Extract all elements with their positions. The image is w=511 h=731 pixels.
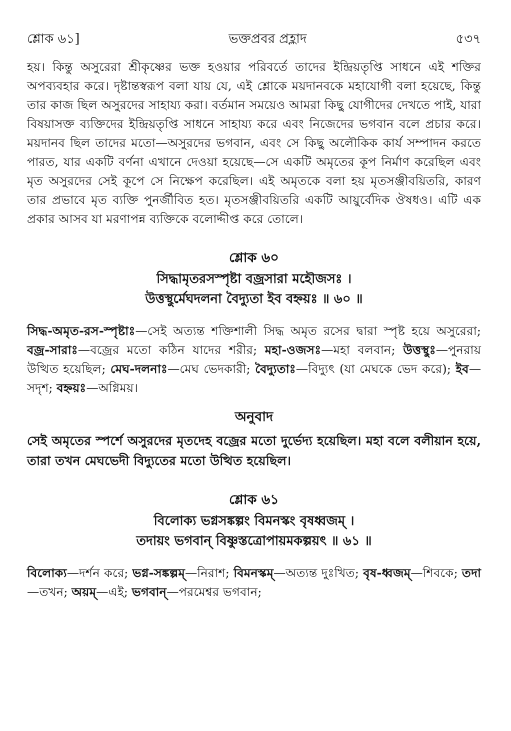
word-item: সিদ্ধ-অমৃত-রস-স্পৃষ্টাঃ—সেই অত্যন্ত শক্তিশালী সিদ্ধ অমৃত রসের দ্বারা স্পৃষ্ট হয়ে অসুরেরা; <box>27 324 481 338</box>
verse-60-line-1: সিদ্ধামৃতরসস্পৃষ্টা বজ্রসারা মহৌজসঃ । <box>156 272 352 287</box>
verse-61-line-2: তদায়ং ভগবান্ বিষ্ণুস্তত্রোপায়মকল্পয়ৎ ॥ ৬১ ॥ <box>136 534 372 549</box>
page-number: ৫৩৭ <box>455 32 481 47</box>
translation-title: অনুবাদ <box>234 409 274 425</box>
word-item: বিলোক্য—দর্শন করে; <box>27 566 133 580</box>
word-item: ভগবান্—পরমেশ্বর ভগবান; <box>131 585 262 599</box>
verse-61-title: শ্লোক ৬১ <box>229 492 279 508</box>
word-item: ভগ্ন-সঙ্কল্পম্—নিরাশ; <box>132 566 234 580</box>
header-chapter-title: ভক্তপ্রবর প্রহ্লাদ <box>228 32 307 47</box>
verse-61-word-meanings <box>27 564 481 602</box>
word-item: মহা-ওজসঃ—মহা বলবান; <box>264 343 404 357</box>
word-item: বজ্র-সারাঃ—বজ্রের মতো কঠিন যাদের শরীর; <box>27 343 265 357</box>
verse-60-line-2: উত্তস্থুর্মেঘদলনা বৈদ্যুতা ইব বহ্নয়ঃ ॥ ৬০ ॥ <box>145 292 363 307</box>
word-item: উত্তস্থুঃ—পুনরায় উত্থিত হয়েছিল; <box>27 343 481 376</box>
verse-60-title: শ্লোক ৬০ <box>229 250 279 266</box>
word-item: বৈদ্যুতাঃ—বিদ্যুৎ (যা মেঘকে ভেদ করে); <box>255 362 456 376</box>
translation-text: সেই অমৃতের স্পর্শে অসুরদের মৃতদেহ বজ্রের মতো দুর্ভেদ্য হয়েছিল। মহা বলে বলীয়ান হয়ে, তারা তখন মেঘভেদী বিদ্যুতের মতো উত্থিত হয়েছিল। <box>27 433 481 468</box>
verse-61-line-1: বিলোক্য ভগ্নসঙ্কল্পং বিমনস্কং বৃষধ্বজম্ । <box>153 514 355 529</box>
word-item: ইব—সদৃশ; <box>27 362 482 395</box>
verse-60-word-meanings <box>27 322 481 398</box>
word-item: বহ্নয়ঃ—অগ্নিময়। <box>56 381 139 395</box>
header-verse-ref: শ্লোক ৬১] <box>27 32 80 47</box>
word-item: মেঘ-দলনাঃ—মেঘ ভেদকারী; <box>110 362 256 376</box>
word-item: তদা—তখন; <box>27 566 482 599</box>
word-item: বৃষ-ধ্বজম্—শিবকে; <box>363 566 462 580</box>
running-header <box>27 30 481 52</box>
word-item: অয়ম্—এই; <box>71 585 132 599</box>
word-item: বিমনস্কম্—অত্যন্ত দুঃখিত; <box>233 566 364 580</box>
purport-paragraph: হয়। কিন্তু অসুরেরা শ্রীকৃষ্ণের ভক্ত হওয়ার পরিবর্তে তাদের ইন্দ্রিয়তৃপ্তি সাধনে এই শক্তির অপব্যবহার করে। দৃষ্টান্তস্বরূপ বলা যায় যে, এই শ্লোকে ময়দানবকে মহাযোগী বলা হয়েছে, কিন্তু তার কাজ ছিল অসুরদের সাহায্য করা। বর্তমান সময়েও আমরা কিছু যোগীদের দেখতে পাই, যারা বিষয়াসক্ত ব্যক্তিদের ইন্দ্রিয়তৃপ্তি সাধনে সাহায্য করে এবং নিজেদের ভগবান বলে প্রচার করে। ময়দানব ছিল তাদের মতো—অসুরদের ভগবান, এবং সে কিছু অলৌকিক কার্য সম্পাদন করতে পারত, যার একটি বর্ণনা এখানে দেওয়া হয়েছে—সে একটি অমৃতের কূপ নির্মাণ করেছিল এবং মৃত অসুরদের সেই কূপে সে নিক্ষেপ করেছিল। এই অমৃতকে বলা হয় মৃতসঞ্জীবয়িতরি, কারণ তার প্রভাবে মৃত ব্যক্তি পুনর্জীবিত হত। মৃতসঞ্জীবয়িতরি একটি আয়ুর্বেদিক ঔষধও। এটি এক প্রকার আসব যা মরণাপন্ন ব্যক্তিকে বলোদ্দীপ্ত করে তোলে। <box>27 60 481 226</box>
